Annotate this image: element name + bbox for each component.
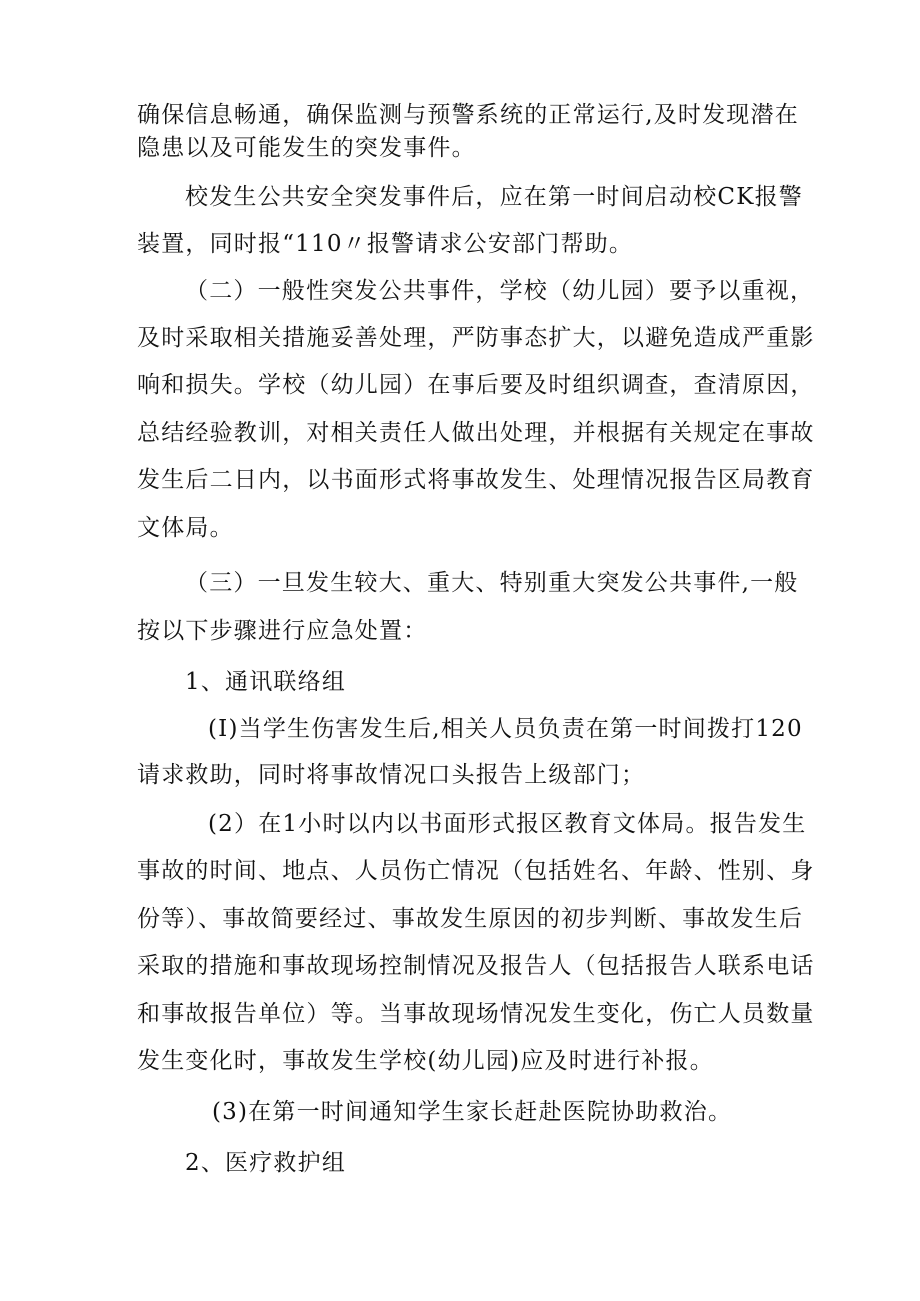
text-line: 按以下步骤进行应急处置：: [137, 618, 428, 644]
text-line: 事故的时间、地点、人员伤亡情况（包括姓名、年龄、性别、身: [137, 858, 815, 884]
text-line: (3)在第一时间通知学生家长赶赴医院协助救治。: [212, 1099, 733, 1125]
text-line: 响和损失。学校（幼儿园）在事后要及时组织调查，查清原因，: [137, 372, 815, 398]
text-line: （二）一般性突发公共事件，学校（幼儿园）要予以重视，: [185, 278, 815, 304]
text-line: 份等）、事故简要经过、事故发生原因的初步判断、事故发生后: [137, 906, 804, 932]
text-line: 文体局。: [137, 515, 234, 541]
text-line: 总结经验教训，对相关责任人做出处理，并根据有关规定在事故: [137, 420, 815, 446]
text-line: 采取的措施和事故现场控制情况及报告人（包括报告人联系电话: [137, 953, 815, 979]
text-line: 请求救助，同时将事故情况口头报告上级部门；: [137, 762, 646, 788]
text-line: 确保信息畅通，确保监测与预警系统的正常运行,及时发现潜在: [137, 102, 799, 128]
text-line: 发生变化时，事故发生学校(幼儿园)应及时进行补报。: [137, 1048, 714, 1074]
text-line: 及时采取相关措施妥善处理，严防事态扩大，以避免造成严重影: [137, 325, 815, 351]
section-heading: 2、医疗救护组: [185, 1150, 347, 1176]
text-line: 和事故报告单位）等。当事故现场情况发生变化，伤亡人员数量: [137, 1001, 815, 1027]
text-line: 发生后二日内，以书面形式将事故发生、处理情况报告区局教育: [137, 467, 815, 493]
text-line: 校发生公共安全突发事件后，应在第一时间启动校CK报警: [185, 184, 803, 210]
text-line: (I)当学生伤害发生后,相关人员负责在第一时间拨打120: [208, 716, 803, 742]
section-heading: 1、通讯联络组: [185, 669, 347, 695]
text-line: 装置，同时报“110〃报警请求公安部门帮助。: [137, 231, 634, 257]
text-line: (2）在1小时以内以书面形式报区教育文体局。报告发生: [208, 811, 807, 837]
text-line: 隐患以及可能发生的突发事件。: [137, 135, 476, 161]
text-line: （三）一旦发生较大、重大、特别重大突发公共事件,一般: [185, 570, 799, 596]
